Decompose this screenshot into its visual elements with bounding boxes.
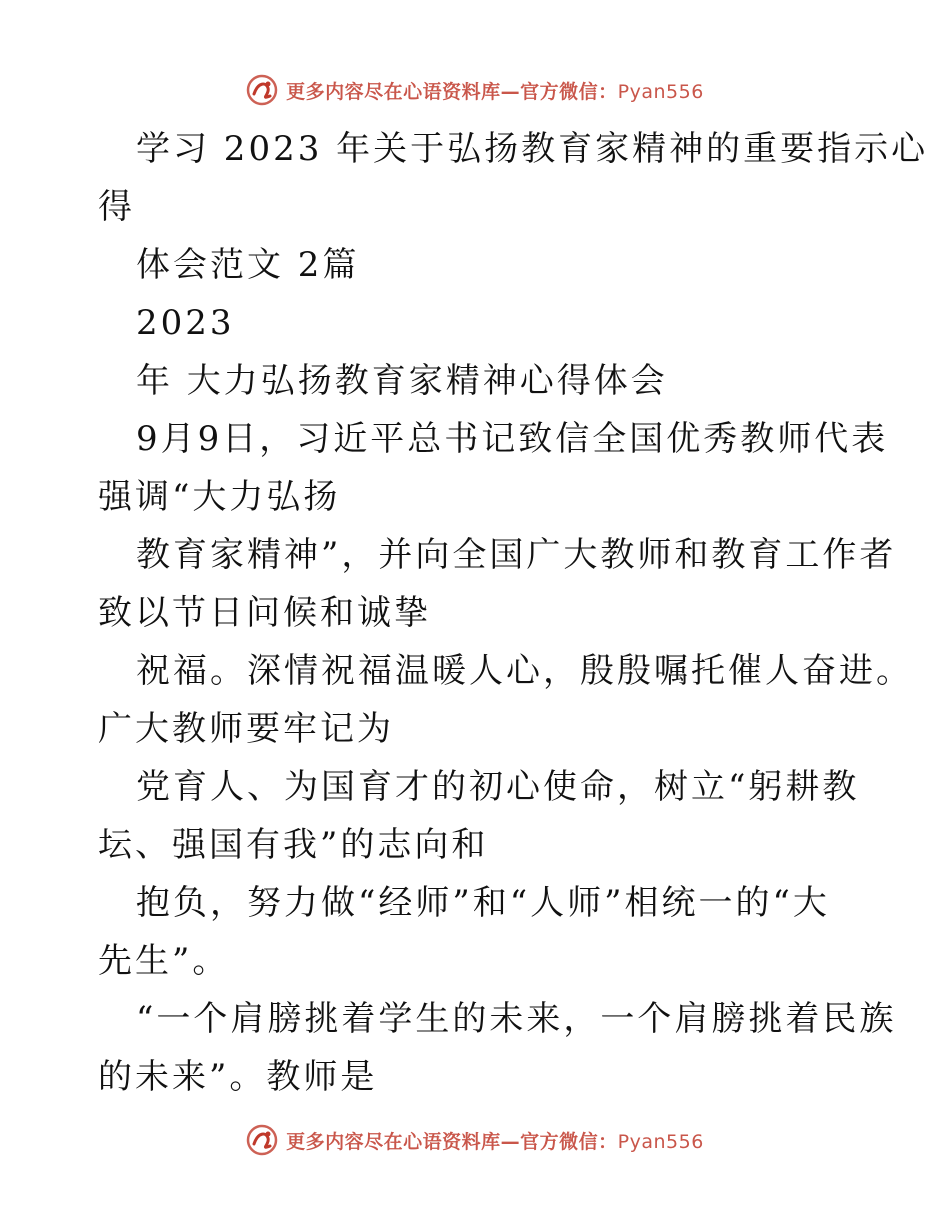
watermark-account: Pyan556 bbox=[617, 1130, 704, 1153]
document-line: 9月9日，习近平总书记致信全国优秀教师代表 bbox=[136, 419, 889, 459]
watermark-text: 更多内容尽在心语资料库—官方微信：Pyan556 bbox=[286, 80, 704, 103]
document-line: 年 大力弘扬教育家精神心得体会 bbox=[136, 361, 668, 401]
document-line: 致以节日问候和诚挚 bbox=[98, 593, 431, 633]
document-line: 的未来”。教师是 bbox=[98, 1057, 378, 1097]
document-line: 体会范文 2篇 bbox=[136, 245, 360, 285]
document-line: 坛、强国有我”的志向和 bbox=[98, 825, 489, 865]
cursive-logo-icon bbox=[246, 74, 278, 106]
document-body bbox=[98, 120, 929, 1106]
document-line: 强调“大力弘扬 bbox=[98, 477, 341, 517]
document-line: 先生”。 bbox=[98, 941, 230, 981]
document-line: 2023 bbox=[136, 303, 235, 343]
watermark-account: Pyan556 bbox=[617, 80, 704, 103]
document-line: 抱负，努力做“经师”和“人师”相统一的“大 bbox=[136, 883, 830, 923]
document-line: “一个肩膀挑着学生的未来，一个肩膀挑着民族 bbox=[136, 999, 897, 1039]
document-line: 得 bbox=[98, 187, 135, 227]
watermark-footer bbox=[0, 1120, 950, 1160]
cursive-logo-icon bbox=[246, 1124, 278, 1156]
watermark-text: 更多内容尽在心语资料库—官方微信：Pyan556 bbox=[286, 1130, 704, 1153]
document-line: 党育人、为国育才的初心使命，树立“躬耕教 bbox=[136, 767, 860, 807]
document-line: 教育家精神”，并向全国广大教师和教育工作者 bbox=[136, 535, 897, 575]
document-line: 学习 2023 年关于弘扬教育家精神的重要指示心 bbox=[136, 129, 929, 169]
watermark-header bbox=[0, 70, 950, 110]
document-line: 广大教师要牢记为 bbox=[98, 709, 394, 749]
document-line: 祝福。深情祝福温暖人心，殷殷嘱托催人奋进。 bbox=[136, 651, 913, 691]
